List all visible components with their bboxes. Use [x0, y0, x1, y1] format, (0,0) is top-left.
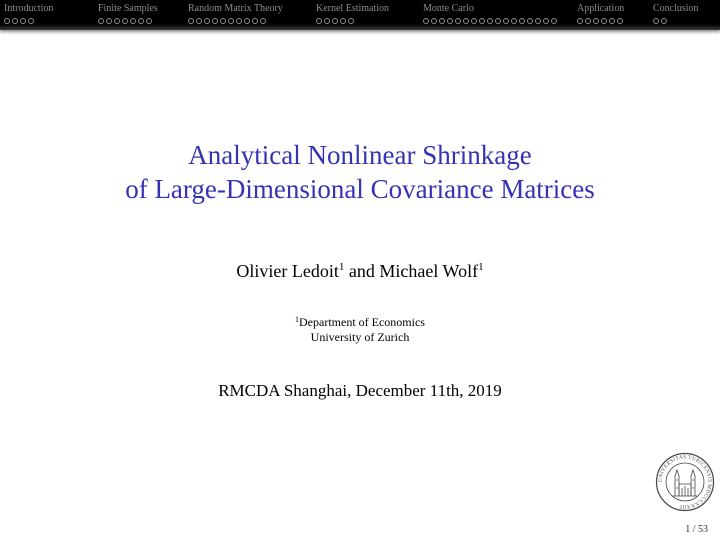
nav-frame-dot[interactable] [196, 18, 202, 24]
nav-frame-dot[interactable] [146, 18, 152, 24]
nav-section-introduction[interactable] [4, 2, 53, 28]
nav-frame-dot[interactable] [106, 18, 112, 24]
nav-frame-dot[interactable] [228, 18, 234, 24]
nav-frame-dot[interactable] [431, 18, 437, 24]
authors [0, 260, 720, 282]
nav-frame-dot[interactable] [519, 18, 525, 24]
nav-frame-dot[interactable] [28, 18, 34, 24]
nav-dots [316, 18, 389, 24]
nav-section-label[interactable]: Kernel Estimation [316, 3, 390, 14]
nav-frame-dot[interactable] [535, 18, 541, 24]
nav-section-conclusion[interactable] [653, 2, 699, 28]
nav-frame-dot[interactable] [585, 18, 591, 24]
affiliation-mark: 1 [295, 315, 300, 324]
presentation-title-line-1: Analytical Nonlinear Shrinkage [188, 140, 532, 170]
nav-frame-dot[interactable] [487, 18, 493, 24]
nav-frame-dot[interactable] [527, 18, 533, 24]
nav-frame-dot[interactable] [423, 18, 429, 24]
nav-frame-dot[interactable] [543, 18, 549, 24]
nav-section-label[interactable]: Application [577, 3, 625, 14]
presentation-title-line-2: of Large-Dimensional Covariance Matrices [125, 174, 595, 204]
nav-frame-dot[interactable] [130, 18, 136, 24]
nav-frame-dot[interactable] [601, 18, 607, 24]
nav-frame-dot[interactable] [348, 18, 354, 24]
nav-dots [188, 18, 283, 24]
nav-frame-dot[interactable] [4, 18, 10, 24]
nav-section-label[interactable]: Monte Carlo [423, 3, 474, 14]
svg-text:UNIVERSITAS TURICENSIS MDCCCXX: UNIVERSITAS TURICENSIS MDCCCXXXIII [657, 454, 713, 510]
nav-frame-dot[interactable] [122, 18, 128, 24]
institute-department [0, 315, 720, 330]
nav-section-finite-samples[interactable] [98, 2, 158, 28]
nav-frame-dot[interactable] [114, 18, 120, 24]
nav-section-kernel-estimation[interactable] [316, 2, 389, 28]
nav-frame-dot[interactable] [439, 18, 445, 24]
nav-frame-dot[interactable] [212, 18, 218, 24]
nav-frame-dot[interactable] [661, 18, 667, 24]
nav-frame-dot[interactable] [252, 18, 258, 24]
nav-section-application[interactable] [577, 2, 624, 28]
nav-frame-dot[interactable] [236, 18, 242, 24]
nav-dots [653, 18, 699, 24]
nav-frame-dot[interactable] [332, 18, 338, 24]
nav-frame-dot[interactable] [138, 18, 144, 24]
affiliation-mark: 1 [478, 261, 484, 273]
nav-frame-dot[interactable] [455, 18, 461, 24]
nav-frame-dot[interactable] [220, 18, 226, 24]
nav-frame-dot[interactable] [12, 18, 18, 24]
author-name-ledoit: Olivier Ledoit [236, 261, 339, 281]
nav-frame-dot[interactable] [447, 18, 453, 24]
nav-frame-dot[interactable] [609, 18, 615, 24]
section-navigation-bar [0, 0, 720, 30]
nav-frame-dot[interactable] [593, 18, 599, 24]
nav-frame-dot[interactable] [617, 18, 623, 24]
nav-frame-dot[interactable] [577, 18, 583, 24]
nav-frame-dot[interactable] [495, 18, 501, 24]
nav-frame-dot[interactable] [98, 18, 104, 24]
nav-section-label[interactable]: Introduction [4, 3, 54, 14]
nav-frame-dot[interactable] [463, 18, 469, 24]
page-number: 1 / 53 [685, 524, 708, 535]
nav-frame-dot[interactable] [260, 18, 266, 24]
nav-frame-dot[interactable] [479, 18, 485, 24]
author-conjunction: and [348, 261, 375, 281]
nav-frame-dot[interactable] [551, 18, 557, 24]
nav-frame-dot[interactable] [503, 18, 509, 24]
nav-section-monte-carlo[interactable] [423, 2, 557, 28]
institute-university: University of Zurich [310, 330, 410, 344]
nav-dots [4, 18, 53, 24]
nav-dots [98, 18, 158, 24]
nav-section-random-matrix-theory[interactable] [188, 2, 283, 28]
affiliation-mark: 1 [338, 261, 345, 273]
nav-frame-dot[interactable] [471, 18, 477, 24]
nav-frame-dot[interactable] [204, 18, 210, 24]
presentation-date: RMCDA Shanghai, December 11th, 2019 [218, 381, 502, 400]
author-name-wolf: Michael Wolf [379, 261, 479, 281]
nav-dots [423, 18, 557, 24]
nav-frame-dot[interactable] [653, 18, 659, 24]
university-seal-icon [655, 452, 715, 512]
nav-frame-dot[interactable] [188, 18, 194, 24]
nav-section-label[interactable]: Finite Samples [98, 3, 158, 14]
nav-frame-dot[interactable] [324, 18, 330, 24]
nav-frame-dot[interactable] [340, 18, 346, 24]
nav-frame-dot[interactable] [20, 18, 26, 24]
nav-dots [577, 18, 624, 24]
nav-frame-dot[interactable] [511, 18, 517, 24]
nav-frame-dot[interactable] [244, 18, 250, 24]
nav-frame-dot[interactable] [316, 18, 322, 24]
department-name: Department of Economics [299, 315, 425, 329]
nav-section-label[interactable]: Conclusion [653, 3, 699, 14]
nav-section-label[interactable]: Random Matrix Theory [188, 3, 283, 14]
